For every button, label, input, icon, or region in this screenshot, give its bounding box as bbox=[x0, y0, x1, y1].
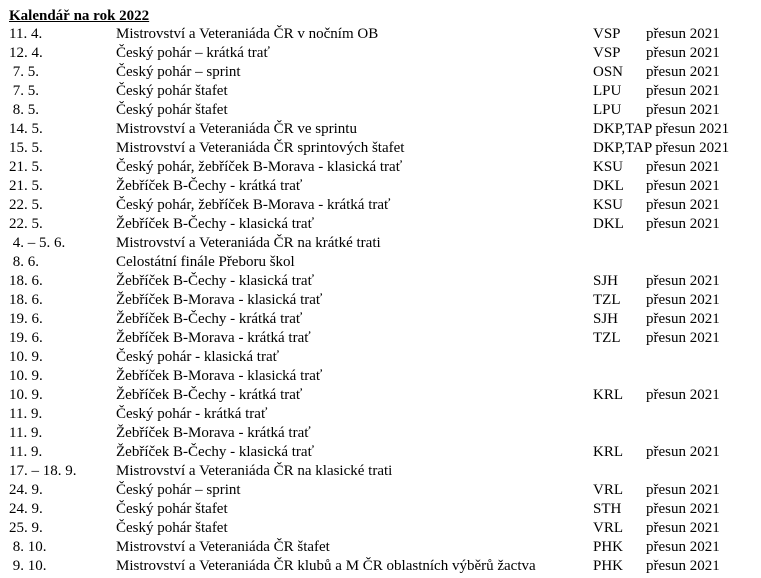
calendar-row bbox=[0, 196, 761, 215]
calendar-row bbox=[0, 310, 761, 329]
calendar-row bbox=[0, 500, 761, 519]
calendar-row bbox=[0, 424, 761, 443]
event-organizer: KSU bbox=[593, 197, 624, 213]
event-name: Žebříček B-Morava - krátká trať bbox=[116, 330, 311, 346]
event-date: 15. 5. bbox=[9, 140, 43, 156]
event-note: přesun 2021 bbox=[646, 539, 720, 555]
calendar-row bbox=[0, 538, 761, 557]
calendar-row bbox=[0, 253, 761, 272]
event-note: přesun 2021 bbox=[646, 501, 720, 517]
event-name: Žebříček B-Morava - klasická trať bbox=[116, 292, 323, 308]
event-name: Český pohár štafet bbox=[116, 520, 228, 536]
event-name: Žebříček B-Čechy - krátká trať bbox=[116, 387, 303, 403]
calendar-row bbox=[0, 519, 761, 538]
calendar-row bbox=[0, 557, 761, 576]
event-note: přesun 2021 bbox=[646, 197, 720, 213]
calendar-row bbox=[0, 272, 761, 291]
calendar-row bbox=[0, 44, 761, 63]
event-date: 17. – 18. 9. bbox=[9, 463, 77, 479]
event-name: Mistrovství a Veteraniáda ČR v nočním OB bbox=[116, 26, 379, 42]
event-name: Žebříček B-Morava - klasická trať bbox=[116, 368, 323, 384]
event-name: Český pohár – sprint bbox=[116, 64, 241, 80]
event-name: Žebříček B-Morava - krátká trať bbox=[116, 425, 311, 441]
event-note: přesun 2021 bbox=[646, 330, 720, 346]
event-date: 10. 9. bbox=[9, 349, 43, 365]
event-name: Žebříček B-Čechy - klasická trať bbox=[116, 444, 314, 460]
calendar-row bbox=[0, 367, 761, 386]
calendar-row bbox=[0, 234, 761, 253]
event-date: 24. 9. bbox=[9, 482, 43, 498]
event-date: 8. 10. bbox=[9, 539, 47, 555]
event-organizer: SJH bbox=[593, 273, 619, 289]
event-note: přesun 2021 bbox=[646, 159, 720, 175]
event-organizer: VSP bbox=[593, 45, 621, 61]
event-note: přesun 2021 bbox=[646, 558, 720, 574]
event-date: 22. 5. bbox=[9, 197, 43, 213]
calendar-row bbox=[0, 25, 761, 44]
event-name: Mistrovství a Veteraniáda ČR na krátké trati bbox=[116, 235, 381, 251]
event-name: Český pohár – sprint bbox=[116, 482, 241, 498]
event-name: Mistrovství a Veteraniáda ČR sprintových štafet bbox=[116, 140, 405, 156]
event-name: Český pohár - klasická trať bbox=[116, 349, 280, 365]
event-note: přesun 2021 bbox=[646, 102, 720, 118]
event-organizer: DKL bbox=[593, 216, 624, 232]
calendar-row bbox=[0, 443, 761, 462]
event-organizer: DKL bbox=[593, 178, 624, 194]
calendar-row bbox=[0, 405, 761, 424]
calendar-row bbox=[0, 329, 761, 348]
event-date: 11. 9. bbox=[9, 406, 43, 422]
event-date: 8. 6. bbox=[9, 254, 39, 270]
event-date: 11. 4. bbox=[9, 26, 43, 42]
event-name: Český pohár, žebříček B-Morava - krátká trať bbox=[116, 197, 391, 213]
event-date: 21. 5. bbox=[9, 178, 43, 194]
event-note: přesun 2021 bbox=[646, 520, 720, 536]
event-date: 19. 6. bbox=[9, 330, 43, 346]
event-name: Mistrovství a Veteraniáda ČR ve sprintu bbox=[116, 121, 357, 137]
event-organizer: DKP,TAP přesun 2021 bbox=[593, 121, 730, 137]
event-name: Celostátní finále Přeboru škol bbox=[116, 254, 295, 270]
event-date: 14. 5. bbox=[9, 121, 43, 137]
event-organizer: PHK bbox=[593, 539, 624, 555]
event-date: 18. 6. bbox=[9, 292, 43, 308]
event-organizer: LPU bbox=[593, 102, 622, 118]
event-organizer: KRL bbox=[593, 444, 623, 460]
calendar-row bbox=[0, 101, 761, 120]
event-date: 4. – 5. 6. bbox=[9, 235, 66, 251]
event-date: 10. 9. bbox=[9, 368, 43, 384]
calendar-row bbox=[0, 348, 761, 367]
event-note: přesun 2021 bbox=[646, 444, 720, 460]
calendar-list bbox=[0, 25, 761, 576]
event-note: přesun 2021 bbox=[646, 482, 720, 498]
event-organizer: KRL bbox=[593, 387, 623, 403]
event-date: 21. 5. bbox=[9, 159, 43, 175]
event-note: přesun 2021 bbox=[646, 387, 720, 403]
event-name: Mistrovství a Veteraniáda ČR klubů a M ČR oblastních výběrů žactva bbox=[116, 558, 536, 574]
event-date: 24. 9. bbox=[9, 501, 43, 517]
calendar-row bbox=[0, 177, 761, 196]
calendar-row bbox=[0, 215, 761, 234]
calendar-row bbox=[0, 139, 761, 158]
event-note: přesun 2021 bbox=[646, 64, 720, 80]
event-date: 7. 5. bbox=[9, 64, 39, 80]
event-date: 10. 9. bbox=[9, 387, 43, 403]
event-date: 25. 9. bbox=[9, 520, 43, 536]
event-note: přesun 2021 bbox=[646, 216, 720, 232]
event-note: přesun 2021 bbox=[646, 311, 720, 327]
calendar-row bbox=[0, 63, 761, 82]
event-note: přesun 2021 bbox=[646, 292, 720, 308]
event-name: Český pohár štafet bbox=[116, 501, 228, 517]
event-date: 11. 9. bbox=[9, 444, 43, 460]
calendar-row bbox=[0, 120, 761, 139]
calendar-row bbox=[0, 82, 761, 101]
event-date: 12. 4. bbox=[9, 45, 43, 61]
calendar-row bbox=[0, 462, 761, 481]
event-organizer: KSU bbox=[593, 159, 624, 175]
event-note: přesun 2021 bbox=[646, 83, 720, 99]
event-name: Mistrovství a Veteraniáda ČR štafet bbox=[116, 539, 330, 555]
calendar-title: Kalendář na rok 2022 bbox=[9, 8, 150, 24]
event-note: přesun 2021 bbox=[646, 178, 720, 194]
event-name: Český pohár – krátká trať bbox=[116, 45, 270, 61]
event-organizer: VSP bbox=[593, 26, 621, 42]
event-name: Český pohár štafet bbox=[116, 102, 228, 118]
event-organizer: VRL bbox=[593, 482, 623, 498]
event-organizer: PHK bbox=[593, 558, 624, 574]
event-note: přesun 2021 bbox=[646, 273, 720, 289]
event-organizer: VRL bbox=[593, 520, 623, 536]
calendar-row bbox=[0, 158, 761, 177]
calendar-row bbox=[0, 481, 761, 500]
event-organizer: TZL bbox=[593, 330, 621, 346]
event-name: Český pohár štafet bbox=[116, 83, 228, 99]
event-name: Mistrovství a Veteraniáda ČR na klasické trati bbox=[116, 463, 393, 479]
calendar-row bbox=[0, 291, 761, 310]
event-name: Žebříček B-Čechy - klasická trať bbox=[116, 273, 314, 289]
event-note: přesun 2021 bbox=[646, 26, 720, 42]
event-date: 11. 9. bbox=[9, 425, 43, 441]
event-name: Český pohár - krátká trať bbox=[116, 406, 268, 422]
event-name: Český pohár, žebříček B-Morava - klasická trať bbox=[116, 159, 403, 175]
event-organizer: STH bbox=[593, 501, 622, 517]
event-date: 18. 6. bbox=[9, 273, 43, 289]
event-organizer: OSN bbox=[593, 64, 624, 80]
event-date: 19. 6. bbox=[9, 311, 43, 327]
event-name: Žebříček B-Čechy - klasická trať bbox=[116, 216, 314, 232]
event-date: 7. 5. bbox=[9, 83, 39, 99]
event-date: 9. 10. bbox=[9, 558, 47, 574]
calendar-row bbox=[0, 386, 761, 405]
event-name: Žebříček B-Čechy - krátká trať bbox=[116, 311, 303, 327]
event-date: 8. 5. bbox=[9, 102, 39, 118]
event-organizer: TZL bbox=[593, 292, 621, 308]
event-organizer: LPU bbox=[593, 83, 622, 99]
event-note: přesun 2021 bbox=[646, 45, 720, 61]
event-organizer: DKP,TAP přesun 2021 bbox=[593, 140, 730, 156]
event-date: 22. 5. bbox=[9, 216, 43, 232]
event-name: Žebříček B-Čechy - krátká trať bbox=[116, 178, 303, 194]
event-organizer: SJH bbox=[593, 311, 619, 327]
